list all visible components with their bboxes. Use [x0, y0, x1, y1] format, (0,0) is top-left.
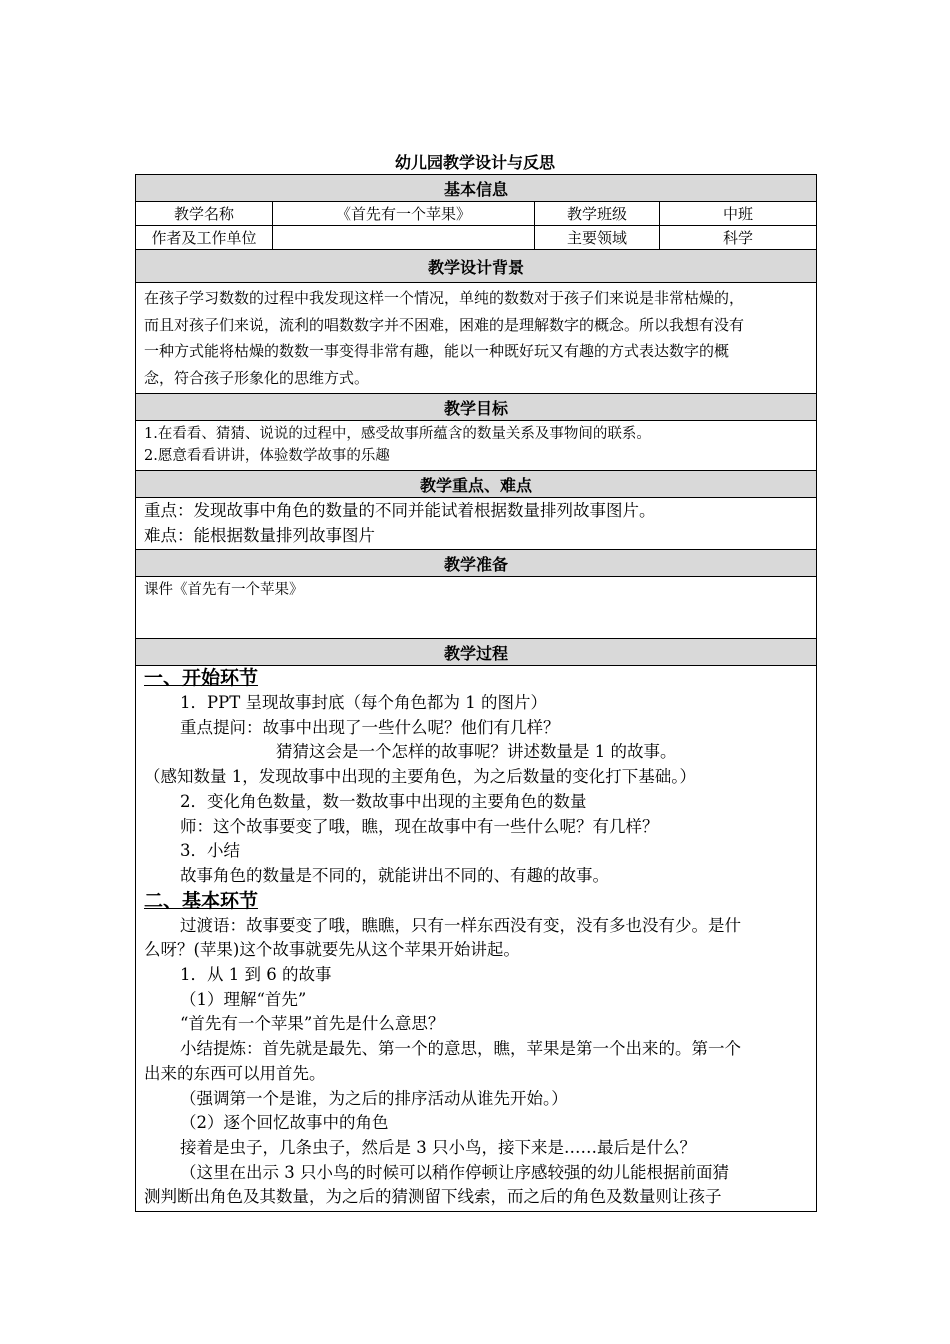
goals-text — [136, 421, 817, 471]
background-line: 而且对孩子们来说，流利的唱数数字并不困难，困难的是理解数字的概念。所以我想有没有 — [144, 315, 745, 334]
background-text — [136, 283, 817, 394]
class-value: 中班 — [660, 202, 817, 226]
process-line: 1．从 1 到 6 的故事 — [180, 965, 332, 985]
basic-info-header: 基本信息 — [136, 175, 817, 202]
process-line: 小结提炼：首先就是最先、第一个的意思，瞧，苹果是第一个出来的。第一个 — [180, 1039, 741, 1059]
process-line: （感知数量 1，发现故事中出现的主要角色，为之后数量的变化打下基础。） — [144, 767, 696, 787]
process-line: 过渡语：故事要变了哦，瞧瞧，只有一样东西没有变，没有多也没有少。是什 — [180, 915, 741, 935]
key-points-header: 教学重点、难点 — [136, 471, 817, 498]
author-value — [273, 226, 535, 250]
goals-header: 教学目标 — [136, 394, 817, 421]
process-line: 猜猜这会是一个怎样的故事呢？讲述数量是 1 的故事。 — [276, 742, 677, 762]
process-line: 师：这个故事要变了哦，瞧，现在故事中有一些什么呢？有几样？ — [180, 816, 659, 836]
background-header: 教学设计背景 — [136, 250, 817, 283]
preparation-text: 课件《首先有一个苹果》 — [136, 577, 817, 639]
preparation-header: 教学准备 — [136, 550, 817, 577]
lesson-name-value: 《首先有一个苹果》 — [273, 202, 535, 226]
process-body — [136, 666, 817, 1212]
process-line: 重点提问：故事中出现了一些什么呢？他们有几样？ — [180, 717, 560, 737]
process-line: 1．PPT 呈现故事封底（每个角色都为 1 的图片） — [180, 693, 547, 712]
background-line: 一种方式能将枯燥的数数一事变得非常有趣，能以一种既好玩又有趣的方式表达数字的概 — [144, 342, 730, 360]
process-line: 故事角色的数量是不同的，就能讲出不同的、有趣的故事。 — [180, 865, 609, 885]
process-line: 接着是虫子，几条虫子，然后是 3 只小鸟，接下来是……最后是什么？ — [180, 1137, 696, 1157]
author-label: 作者及工作单位 — [136, 226, 273, 250]
key-points-text — [136, 498, 817, 550]
lesson-name-label: 教学名称 — [136, 202, 273, 226]
process-header: 教学过程 — [136, 639, 817, 666]
domain-label: 主要领域 — [535, 226, 660, 250]
section-heading: 二、基本环节 — [144, 889, 259, 912]
difficult-point: 难点：能根据数量排列故事图片 — [144, 526, 375, 545]
process-line: 2．变化角色数量，数一数故事中出现的主要角色的数量 — [180, 791, 587, 811]
background-line: 在孩子学习数数的过程中我发现这样一个情况，单纯的数数对于孩子们来说是非常枯燥的， — [144, 289, 745, 307]
section-heading: 一、开始环节 — [144, 667, 259, 689]
process-line: 出来的东西可以用首先。 — [144, 1063, 326, 1083]
domain-value: 科学 — [660, 226, 817, 250]
process-line: （这里在出示 3 只小鸟的时候可以稍作停顿让序感较强的幼儿能根据前面猜 — [180, 1162, 729, 1182]
background-line: 念，符合孩子形象化的思维方式。 — [144, 368, 370, 387]
class-label: 教学班级 — [535, 202, 660, 226]
process-line: “首先有一个苹果”首先是什么意思？ — [180, 1014, 445, 1034]
page-title: 幼儿园教学设计与反思 — [394, 153, 555, 172]
key-point: 重点：发现故事中角色的数量的不同并能试着根据数量排列故事图片。 — [144, 501, 656, 520]
goal-item: 1.在看看、猜猜、说说的过程中，感受故事所蕴含的数量关系及事物间的联系。 — [144, 426, 651, 442]
lesson-plan-table — [135, 174, 817, 1212]
process-line: 测判断出角色及其数量，为之后的猜测留下线索，而之后的角色及数量则让孩子 — [144, 1187, 722, 1207]
process-line: （强调第一个是谁，为之后的排序活动从谁先开始。） — [180, 1088, 568, 1108]
goal-item: 2.愿意看看讲讲，体验数学故事的乐趣 — [144, 448, 390, 464]
process-line: 3．小结 — [180, 841, 240, 861]
process-line: （1）理解“首先” — [180, 989, 307, 1009]
process-line: （2）逐个回忆故事中的角色 — [180, 1113, 389, 1133]
process-line: 么呀？(苹果)这个故事就要先从这个苹果开始讲起。 — [144, 940, 520, 960]
